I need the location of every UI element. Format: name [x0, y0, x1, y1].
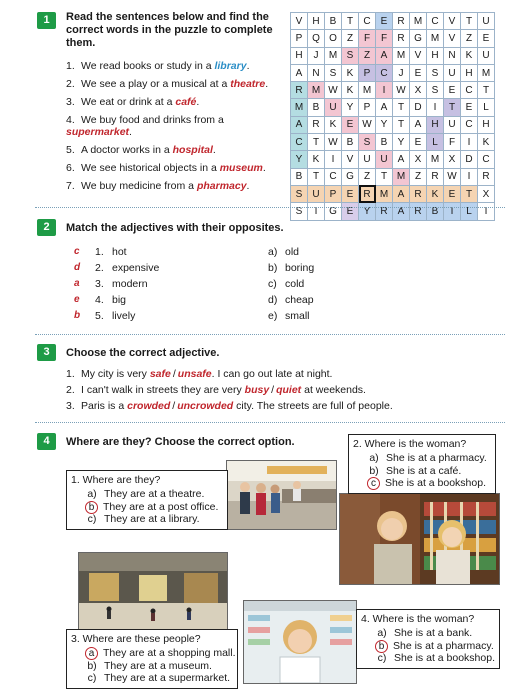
puzzle-cell[interactable]: B: [376, 134, 393, 151]
sentence-answer: pharmacy: [196, 180, 247, 192]
sentence-answer: library: [214, 60, 247, 72]
word-search-puzzle: [290, 12, 495, 221]
puzzle-cell[interactable]: R: [393, 13, 410, 30]
sentence-row: [66, 78, 281, 90]
sentence-answer: café: [175, 96, 197, 108]
puzzle-cell[interactable]: Y: [291, 151, 308, 168]
puzzle-cell[interactable]: P: [291, 30, 308, 47]
sentence-end: city. The streets are full of people.: [233, 400, 393, 412]
puzzle-cell[interactable]: I: [325, 151, 342, 168]
puzzle-cell[interactable]: I: [478, 203, 495, 220]
puzzle-cell[interactable]: H: [291, 47, 308, 64]
exercise-2-number: 2: [37, 219, 56, 236]
puzzle-row: [291, 203, 495, 220]
answer-option[interactable]: [375, 652, 495, 665]
right-item-word: boring: [285, 262, 315, 274]
option-text: She is at a bookshop.: [394, 652, 495, 664]
puzzle-cell[interactable]: E: [478, 30, 495, 47]
option-b[interactable]: quiet: [276, 384, 302, 396]
puzzle-cell[interactable]: V: [444, 30, 461, 47]
option-letter: c): [377, 652, 387, 664]
puzzle-cell[interactable]: M: [427, 151, 444, 168]
answer-option[interactable]: [375, 640, 494, 653]
puzzle-cell[interactable]: L: [461, 203, 478, 220]
puzzle-cell[interactable]: I: [444, 203, 461, 220]
puzzle-cell[interactable]: R: [427, 168, 444, 185]
puzzle-cell[interactable]: B: [308, 99, 325, 116]
sentence-row: [66, 60, 281, 72]
puzzle-row: [291, 151, 495, 168]
option-separator: /: [271, 384, 275, 396]
exercise-4-number: 4: [37, 433, 56, 450]
question-box: [66, 629, 238, 689]
circled-option-letter: c: [367, 477, 380, 490]
sentence-text: I can't walk in streets they are very: [81, 384, 245, 396]
option-text: They are at a theatre.: [104, 488, 205, 500]
puzzle-cell[interactable]: A: [291, 116, 308, 133]
puzzle-cell[interactable]: Y: [376, 116, 393, 133]
question-text: 1. Where are they?: [71, 474, 161, 486]
option-text: She is at a bookshop.: [385, 477, 486, 489]
choice-sentence: [66, 368, 332, 380]
match-answer: c: [74, 246, 80, 257]
puzzle-cell[interactable]: Z: [359, 168, 376, 185]
answer-option[interactable]: [85, 501, 218, 514]
puzzle-cell[interactable]: Y: [393, 134, 410, 151]
puzzle-cell[interactable]: E: [342, 185, 359, 202]
puzzle-cell[interactable]: J: [393, 64, 410, 81]
puzzle-row: [291, 185, 495, 202]
option-separator: /: [172, 368, 176, 380]
sentence-text: My city is very: [81, 368, 150, 380]
puzzle-cell[interactable]: M: [325, 47, 342, 64]
puzzle-cell[interactable]: T: [478, 82, 495, 99]
puzzle-cell[interactable]: G: [325, 203, 342, 220]
puzzle-cell[interactable]: T: [393, 99, 410, 116]
sentence-text: We see a play or a musical at a: [81, 78, 231, 90]
puzzle-cell[interactable]: T: [342, 13, 359, 30]
option-letter: b): [369, 464, 379, 477]
puzzle-cell[interactable]: K: [478, 134, 495, 151]
sentence-end: .: [129, 126, 132, 138]
option-letter: c): [87, 672, 97, 684]
sentence-number: 4.: [66, 114, 75, 126]
sentence-text: A doctor works in a: [81, 144, 173, 156]
answer-option[interactable]: [85, 513, 200, 526]
puzzle-cell[interactable]: M: [427, 30, 444, 47]
puzzle-cell[interactable]: U: [478, 47, 495, 64]
sentence-text: We buy food and drinks from a: [81, 114, 224, 126]
puzzle-cell[interactable]: U: [359, 151, 376, 168]
sentence-text: We eat or drink at a: [81, 96, 176, 108]
sentence-text: We see historical objects in a: [81, 162, 220, 174]
puzzle-cell[interactable]: T: [308, 168, 325, 185]
puzzle-row: [291, 13, 495, 30]
shopping-mall-photo: [78, 552, 228, 630]
left-item-word: modern: [112, 278, 148, 290]
sentence-row: [66, 96, 281, 108]
pharmacy-photo: [243, 600, 357, 684]
answer-option[interactable]: [85, 672, 230, 685]
puzzle-cell[interactable]: S: [291, 203, 308, 220]
puzzle-cell[interactable]: C: [427, 13, 444, 30]
exercise-3-number: 3: [37, 344, 56, 361]
right-item-letter: e): [268, 310, 278, 322]
puzzle-cell[interactable]: K: [342, 82, 359, 99]
answer-option[interactable]: [367, 452, 487, 465]
puzzle-cell[interactable]: U: [444, 116, 461, 133]
puzzle-cell[interactable]: S: [325, 64, 342, 81]
puzzle-cell[interactable]: O: [325, 30, 342, 47]
puzzle-cell[interactable]: U: [325, 99, 342, 116]
puzzle-cell[interactable]: C: [478, 151, 495, 168]
puzzle-cell[interactable]: A: [376, 99, 393, 116]
puzzle-cell[interactable]: R: [410, 203, 427, 220]
puzzle-cell[interactable]: W: [325, 82, 342, 99]
divider: [35, 422, 505, 423]
exercise-4-instruction: Where are they? Choose the correct option.: [66, 436, 295, 448]
sentence-row: [66, 114, 231, 138]
puzzle-cell[interactable]: M: [393, 168, 410, 185]
puzzle-cell[interactable]: A: [376, 47, 393, 64]
right-item-letter: a): [268, 246, 278, 258]
puzzle-cell[interactable]: A: [410, 116, 427, 133]
puzzle-cell[interactable]: G: [342, 168, 359, 185]
puzzle-row: [291, 64, 495, 81]
puzzle-cell[interactable]: U: [376, 151, 393, 168]
sentence-end: .: [246, 60, 250, 72]
puzzle-row: [291, 99, 495, 116]
puzzle-cell[interactable]: S: [359, 134, 376, 151]
puzzle-cell[interactable]: Z: [410, 168, 427, 185]
puzzle-cell[interactable]: S: [342, 47, 359, 64]
sentence-end: .: [262, 162, 266, 174]
puzzle-cell[interactable]: W: [359, 116, 376, 133]
sentence-row: [66, 180, 281, 192]
puzzle-cell[interactable]: X: [410, 151, 427, 168]
circled-option-letter: a: [85, 647, 98, 660]
sentence-number: 5.: [66, 144, 75, 156]
puzzle-cell[interactable]: C: [291, 134, 308, 151]
puzzle-cell[interactable]: S: [291, 185, 308, 202]
puzzle-cell[interactable]: B: [291, 168, 308, 185]
sentence-number: 3.: [66, 96, 75, 108]
right-item-word: cold: [285, 278, 305, 290]
puzzle-cell[interactable]: J: [308, 47, 325, 64]
option-text: They are at a museum.: [104, 659, 212, 672]
sentence-end: .: [212, 144, 216, 156]
sentence-end: at weekends.: [301, 384, 366, 396]
question-box: [66, 470, 228, 530]
puzzle-cell[interactable]: T: [461, 13, 478, 30]
puzzle-cell[interactable]: M: [393, 47, 410, 64]
puzzle-cell[interactable]: K: [461, 47, 478, 64]
left-item-number: 1.: [95, 246, 104, 258]
puzzle-cell[interactable]: V: [342, 151, 359, 168]
puzzle-row: [291, 82, 495, 99]
match-answer: b: [74, 310, 81, 321]
puzzle-cell[interactable]: B: [325, 13, 342, 30]
left-item-word: expensive: [112, 262, 160, 274]
option-text: She is at a pharmacy.: [386, 452, 487, 464]
puzzle-cell[interactable]: M: [308, 82, 325, 99]
puzzle-cell[interactable]: I: [461, 168, 478, 185]
exercise-1-number: 1: [37, 12, 56, 29]
right-item-letter: d): [268, 294, 278, 306]
option-a[interactable]: crowded: [127, 400, 171, 412]
puzzle-cell[interactable]: R: [393, 30, 410, 47]
sentence-number: 3.: [66, 400, 75, 412]
puzzle-cell[interactable]: Z: [461, 30, 478, 47]
puzzle-cell[interactable]: R: [410, 185, 427, 202]
puzzle-cell[interactable]: T: [393, 116, 410, 133]
question-box: [348, 434, 496, 494]
divider: [35, 334, 505, 335]
sentence-answer: museum: [219, 162, 263, 174]
option-letter: b): [87, 659, 97, 672]
puzzle-cell[interactable]: F: [444, 134, 461, 151]
puzzle-cell[interactable]: U: [444, 64, 461, 81]
sentence-text: Paris is a: [81, 400, 128, 412]
puzzle-cell[interactable]: I: [461, 134, 478, 151]
exercise-1-instruction: Read the sentences below and find the correct words in the puzzle to complete them.: [66, 11, 273, 49]
puzzle-cell[interactable]: R: [376, 203, 393, 220]
sentence-answer: theatre: [230, 78, 266, 90]
puzzle-cell[interactable]: I: [308, 203, 325, 220]
answer-option[interactable]: [367, 465, 461, 478]
puzzle-cell[interactable]: C: [461, 116, 478, 133]
left-item-word: big: [112, 294, 127, 306]
circled-option-letter: b: [375, 640, 388, 653]
puzzle-row: [291, 116, 495, 133]
choice-sentence: [66, 384, 366, 396]
puzzle-cell[interactable]: D: [410, 99, 427, 116]
puzzle-cell[interactable]: K: [427, 185, 444, 202]
puzzle-cell[interactable]: C: [325, 168, 342, 185]
puzzle-cell[interactable]: F: [376, 30, 393, 47]
choice-sentence: [66, 400, 393, 412]
sentence-answer: hospital: [172, 144, 213, 156]
puzzle-cell[interactable]: E: [342, 203, 359, 220]
puzzle-cell[interactable]: R: [478, 168, 495, 185]
puzzle-cell[interactable]: K: [325, 116, 342, 133]
sentence-text: We buy medicine from a: [81, 180, 197, 192]
right-item-letter: b): [268, 262, 278, 274]
puzzle-row: [291, 134, 495, 151]
exercise-2-instruction: Match the adjectives with their opposites.: [66, 222, 284, 234]
puzzle-cell[interactable]: A: [393, 151, 410, 168]
sentence-end: . I can go out late at night.: [211, 368, 333, 380]
puzzle-cell[interactable]: E: [376, 13, 393, 30]
answer-option[interactable]: [85, 647, 236, 660]
puzzle-cell[interactable]: E: [444, 82, 461, 99]
puzzle-cell[interactable]: Y: [359, 203, 376, 220]
puzzle-cell[interactable]: Q: [308, 30, 325, 47]
puzzle-cell[interactable]: R: [291, 82, 308, 99]
post-office-photo: [226, 460, 337, 530]
option-text: She is at a pharmacy.: [393, 639, 494, 652]
sentence-number: 2.: [66, 384, 75, 396]
puzzle-cell[interactable]: E: [410, 134, 427, 151]
option-text: They are at a post office.: [103, 500, 219, 513]
puzzle-cell[interactable]: W: [444, 168, 461, 185]
puzzle-cell[interactable]: H: [427, 47, 444, 64]
option-text: They are at a library.: [104, 513, 200, 525]
option-letter: a): [377, 627, 387, 639]
puzzle-cell[interactable]: U: [478, 13, 495, 30]
option-b[interactable]: uncrowded: [177, 400, 234, 412]
puzzle-cell[interactable]: L: [427, 134, 444, 151]
puzzle-cell[interactable]: H: [478, 116, 495, 133]
option-letter: a): [369, 452, 379, 464]
option-a[interactable]: safe: [149, 368, 171, 380]
puzzle-cell[interactable]: P: [359, 64, 376, 81]
divider: [35, 207, 505, 208]
sentence-text: We read books or study in a: [81, 60, 215, 72]
question-text: 2. Where is the woman?: [353, 438, 467, 450]
puzzle-cell[interactable]: K: [308, 151, 325, 168]
circled-option-letter: b: [85, 501, 98, 514]
left-item-number: 2.: [95, 262, 104, 274]
puzzle-cell[interactable]: S: [427, 64, 444, 81]
answer-option[interactable]: [85, 660, 212, 673]
right-item-word: old: [285, 246, 300, 258]
puzzle-cell[interactable]: A: [393, 185, 410, 202]
question-text: 4. Where is the woman?: [361, 613, 475, 625]
left-item-word: hot: [112, 246, 127, 258]
puzzle-cell[interactable]: V: [291, 13, 308, 30]
puzzle-cell[interactable]: Z: [342, 30, 359, 47]
puzzle-cell[interactable]: S: [427, 82, 444, 99]
puzzle-cell[interactable]: N: [444, 47, 461, 64]
puzzle-cell[interactable]: X: [478, 185, 495, 202]
puzzle-cell[interactable]: B: [342, 134, 359, 151]
option-letter: c): [87, 513, 97, 525]
puzzle-cell[interactable]: B: [427, 203, 444, 220]
sentence-number: 2.: [66, 78, 75, 90]
puzzle-cell[interactable]: I: [376, 82, 393, 99]
puzzle-cell[interactable]: C: [376, 64, 393, 81]
puzzle-cell[interactable]: R: [308, 116, 325, 133]
match-answer: d: [74, 262, 81, 273]
puzzle-cell[interactable]: V: [444, 13, 461, 30]
option-letter: a): [87, 488, 97, 500]
sentence-number: 7.: [66, 180, 75, 192]
bookshop-photo: [339, 493, 500, 585]
option-text: She is at a bank.: [394, 627, 473, 639]
puzzle-cell[interactable]: D: [461, 151, 478, 168]
sentence-number: 1.: [66, 60, 75, 72]
answer-option[interactable]: [367, 477, 486, 490]
option-text: She is at a café.: [386, 464, 462, 477]
puzzle-cell[interactable]: E: [461, 99, 478, 116]
puzzle-cell[interactable]: A: [393, 203, 410, 220]
puzzle-cell[interactable]: M: [410, 13, 427, 30]
puzzle-cell[interactable]: E: [444, 185, 461, 202]
puzzle-cell[interactable]: K: [342, 64, 359, 81]
puzzle-cell[interactable]: W: [393, 82, 410, 99]
puzzle-cell[interactable]: I: [427, 99, 444, 116]
puzzle-cell[interactable]: H: [427, 116, 444, 133]
right-item-word: cheap: [285, 294, 314, 306]
puzzle-cell[interactable]: M: [376, 185, 393, 202]
puzzle-cell[interactable]: E: [342, 116, 359, 133]
sentence-row: [66, 144, 281, 156]
puzzle-cell[interactable]: A: [291, 64, 308, 81]
right-item-word: small: [285, 310, 310, 322]
puzzle-cell[interactable]: X: [410, 82, 427, 99]
right-item-letter: c): [268, 278, 277, 290]
puzzle-row: [291, 30, 495, 47]
sentence-number: 1.: [66, 368, 75, 380]
puzzle-cell[interactable]: X: [444, 151, 461, 168]
puzzle-cell[interactable]: C: [461, 82, 478, 99]
question-box: [356, 609, 500, 669]
puzzle-cell[interactable]: M: [291, 99, 308, 116]
exercise-3-instruction: Choose the correct adjective.: [66, 347, 220, 359]
puzzle-cell[interactable]: U: [308, 185, 325, 202]
sentence-number: 6.: [66, 162, 75, 174]
question-text: 3. Where are these people?: [71, 633, 201, 645]
option-text: They are at a supermarket.: [104, 672, 231, 684]
puzzle-row: [291, 47, 495, 64]
left-item-word: lively: [112, 310, 136, 322]
sentence-end: .: [196, 96, 200, 108]
left-item-number: 4.: [95, 294, 104, 306]
puzzle-cell[interactable]: M: [359, 82, 376, 99]
sentence-answer: supermarket: [66, 126, 130, 138]
puzzle-cell[interactable]: E: [410, 64, 427, 81]
puzzle-cell[interactable]: T: [444, 99, 461, 116]
puzzle-cell[interactable]: P: [325, 185, 342, 202]
puzzle-cell[interactable]: L: [478, 99, 495, 116]
puzzle-cell[interactable]: T: [461, 185, 478, 202]
puzzle-cell[interactable]: T: [308, 134, 325, 151]
puzzle-cell[interactable]: N: [308, 64, 325, 81]
sentence-end: .: [246, 180, 250, 192]
puzzle-row: [291, 168, 495, 185]
answer-option[interactable]: [375, 627, 472, 640]
puzzle-cell[interactable]: P: [359, 99, 376, 116]
puzzle-cell[interactable]: V: [410, 47, 427, 64]
match-answer: a: [74, 278, 80, 289]
puzzle-cell[interactable]: F: [359, 30, 376, 47]
left-item-number: 5.: [95, 310, 104, 322]
puzzle-cell[interactable]: R: [359, 185, 376, 202]
puzzle-cell[interactable]: M: [478, 64, 495, 81]
puzzle-cell[interactable]: Y: [342, 99, 359, 116]
left-item-number: 3.: [95, 278, 104, 290]
match-answer: e: [74, 294, 80, 305]
puzzle-cell[interactable]: H: [308, 13, 325, 30]
sentence-end: .: [265, 78, 269, 90]
puzzle-cell[interactable]: G: [410, 30, 427, 47]
answer-option[interactable]: [85, 488, 204, 501]
option-text: They are at a shopping mall.: [103, 647, 236, 659]
puzzle-cell[interactable]: H: [461, 64, 478, 81]
option-b[interactable]: unsafe: [177, 368, 212, 380]
puzzle-cell[interactable]: Z: [359, 47, 376, 64]
sentence-row: [66, 162, 281, 174]
puzzle-cell[interactable]: C: [359, 13, 376, 30]
option-separator: /: [172, 400, 176, 412]
puzzle-cell[interactable]: W: [325, 134, 342, 151]
option-a[interactable]: busy: [244, 384, 270, 396]
puzzle-cell[interactable]: T: [376, 168, 393, 185]
